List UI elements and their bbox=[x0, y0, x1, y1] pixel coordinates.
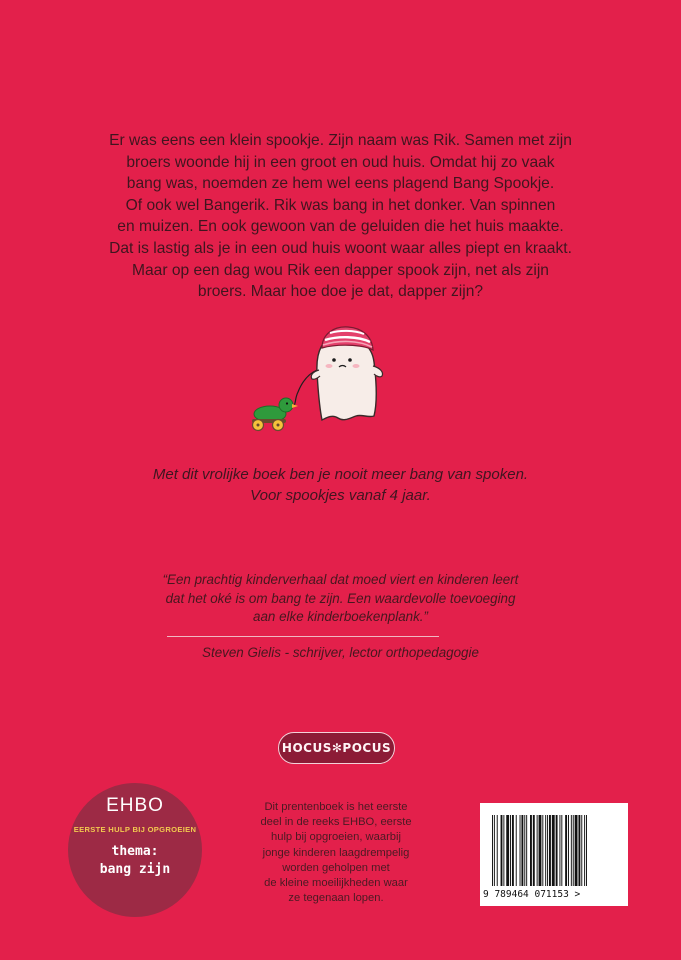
blurb-line: Er was eens een klein spookje. Zijn naam was Rik. Samen met zijn bbox=[109, 132, 572, 149]
badge-subtitle: EERSTE HULP BIJ OPGROEIEN bbox=[73, 825, 197, 834]
barcode-bar bbox=[516, 815, 517, 886]
series-text-line: deel in de reeks EHBO, eerste bbox=[260, 816, 412, 829]
barcode-bar bbox=[547, 815, 548, 886]
barcode-bar bbox=[581, 815, 582, 886]
blurb-line: broers woonde hij in een groot en oud huis. Omdat hij zo vaak bbox=[126, 153, 555, 171]
series-description bbox=[238, 800, 434, 906]
barcode-bar bbox=[510, 815, 511, 886]
blurb-line: Of ook wel Bangerik. Rik was bang in het donker. Van spinnen bbox=[125, 196, 556, 214]
barcode-bar bbox=[501, 815, 503, 886]
quote-line: “Een prachtig kinderverhaal dat moed viert en kinderen leert bbox=[162, 572, 519, 587]
blurb-line: bang was, noemden ze hem wel eens plagend Bang Spookje. bbox=[126, 175, 555, 193]
barcode-bar bbox=[556, 815, 558, 886]
isbn-digits: 9 789464 071153 > bbox=[483, 889, 581, 900]
barcode-bar bbox=[521, 815, 523, 886]
barcode-bar bbox=[537, 815, 538, 886]
barcode-bar bbox=[568, 815, 569, 886]
barcode-bar bbox=[503, 815, 504, 886]
barcode-bar bbox=[512, 815, 514, 886]
barcode-bar bbox=[494, 815, 495, 886]
badge-title: EHBO bbox=[106, 795, 164, 816]
ghost-icon bbox=[311, 327, 382, 420]
back-cover-blurb bbox=[60, 130, 621, 303]
quote-line: dat het oké is om bang te zijn. Een waardevolle toevoeging bbox=[165, 590, 516, 606]
series-text-line: hulp bij opgroeien, waarbij bbox=[271, 831, 401, 844]
publisher-logo: HOCUS✻POCUS bbox=[278, 732, 395, 764]
series-badge bbox=[68, 783, 202, 917]
tagline-line: Voor spookjes vanaf 4 jaar. bbox=[250, 487, 431, 504]
barcode-bar bbox=[533, 815, 535, 886]
barcode-bar bbox=[571, 815, 572, 886]
barcode-bar bbox=[520, 815, 521, 886]
barcode-bar bbox=[559, 815, 560, 886]
barcode-bar bbox=[526, 815, 527, 886]
badge-theme-label: thema: bbox=[111, 844, 159, 859]
series-text-line: de kleine moeilijkheden waar bbox=[264, 877, 408, 890]
blurb-line: en muizen. En ook gewoon van de geluiden die het huis maakte. bbox=[117, 218, 564, 236]
blurb-line: Dat is lastig als je in een oud huis woont waar alles piept en kraakt. bbox=[109, 239, 572, 257]
barcode-bar bbox=[586, 815, 587, 886]
quote-divider bbox=[167, 636, 439, 637]
badge-theme bbox=[68, 843, 202, 879]
barcode-bar bbox=[561, 815, 562, 886]
barcode-bar bbox=[497, 815, 498, 886]
barcode-bar bbox=[565, 815, 567, 886]
series-text-line: Dit prentenboek is het eerste bbox=[264, 801, 408, 813]
blurb-line: broers. Maar hoe doe je dat, dapper zijn? bbox=[197, 283, 484, 301]
barcode-bar bbox=[539, 815, 542, 886]
barcode-bar bbox=[542, 815, 543, 886]
barcode-bar bbox=[549, 815, 551, 886]
series-text-line: worden geholpen met bbox=[282, 861, 390, 874]
barcode-bar bbox=[584, 815, 585, 886]
barcode-bar bbox=[575, 815, 578, 886]
ghost-with-toy-duck-icon bbox=[246, 318, 416, 438]
barcode-bar bbox=[573, 815, 574, 886]
series-text-line: jonge kinderen laagdrempelig bbox=[262, 846, 410, 859]
series-text-line: ze tegenaan lopen. bbox=[288, 892, 384, 905]
toy-duck-icon bbox=[252, 398, 298, 431]
quote-line: aan elke kinderboekenplank.” bbox=[253, 609, 428, 624]
barcode-bar bbox=[524, 815, 525, 886]
isbn-barcode bbox=[480, 803, 628, 906]
tagline bbox=[0, 464, 681, 506]
barcode-bar bbox=[552, 815, 555, 886]
barcode-icon bbox=[492, 815, 619, 886]
barcode-bar bbox=[578, 815, 580, 886]
barcode-bar bbox=[545, 815, 546, 886]
barcode-bar bbox=[506, 815, 509, 886]
review-quote bbox=[120, 571, 561, 627]
barcode-bar bbox=[530, 815, 532, 886]
badge-theme-value: bang zijn bbox=[99, 862, 171, 877]
blurb-line: Maar op een dag wou Rik een dapper spook zijn, net als zijn bbox=[132, 261, 549, 279]
tagline-line: Met dit vrolijke boek ben je nooit meer bang van spoken. bbox=[152, 466, 529, 483]
barcode-bar bbox=[492, 815, 493, 886]
quote-author: Steven Gielis - schrijver, lector orthopedagogie bbox=[202, 645, 479, 660]
